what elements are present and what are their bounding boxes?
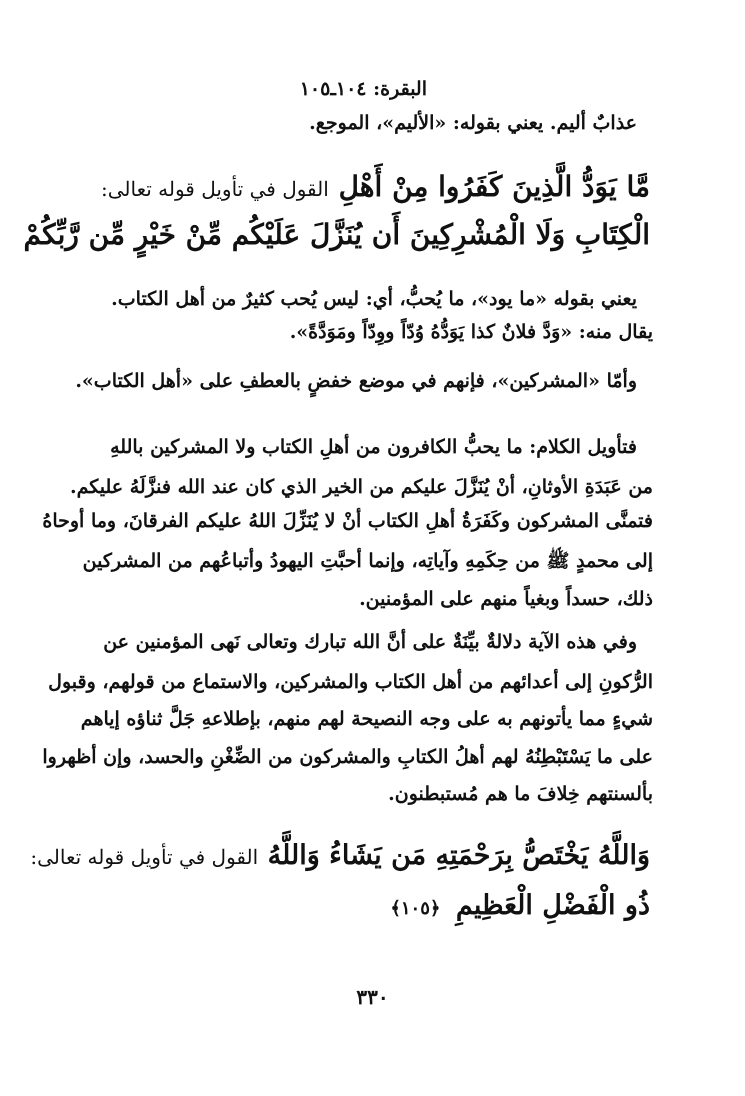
paragraph-3-line-1: فتأويل الكلام: ما يحبُّ الكافرون من أهلِ الكتاب ولا المشركين باللهِ [110,436,637,458]
paragraph-4-line-4: على ما يَسْتَبْطِنُهُ لهم أهلُ الكتابِ والمشركون من الضِّغْنِ والحسد، وإن أظهروا [42,746,653,768]
quran-verse-2-line-2 [390,890,650,921]
paragraph-3-line-4: إلى محمدٍ ﷺ من حِكَمِهِ وآياتِه، وإنما أحبَّتِ اليهودُ وأتباعُهم من المشركين [82,550,653,572]
verse-1-intro: القول في تأويل قوله تعالى: [100,177,329,201]
verse-2-text-1: وَاللَّهُ يَخْتَصُّ بِرَحْمَتِهِ مَن يَشَاءُ وَاللَّهُ [267,840,650,871]
paragraph-1-line-2: يقال منه: «وَدَّ فلانٌ كذا يَوَدُّهُ وُدّاً ووِدّاً ومَوَدَّةً». [289,321,653,343]
ayah-number-marker: ﴿١٠٥﴾ [390,898,441,919]
quran-verse-1-line-2: الْكِتَابِ وَلَا الْمُشْرِكِينَ أَن يُنَزَّلَ عَلَيْكُم مِّنْ خَيْرٍ مِّن رَّبِّكُمْ [23,218,650,251]
quran-verse-1-line-1 [91,170,650,203]
verse-2-text-2: ذُو الْفَضْلِ الْعَظِيمِ [455,890,650,921]
paragraph-3-line-3: فتمنَّى المشركون وكَفَرَةُ أهلِ الكتاب أنْ لا يُنَزِّلَ اللهُ عليكم الفرقانَ، وما أوحاهُ [42,510,653,532]
intro-line: عذابٌ أليم. يعني بقوله: «الأليم»، الموجع. [309,112,637,134]
paragraph-4-line-3: شيءٍ مما يأتونهم به على وجه النصيحة لهم منهم، بإطلاعهِ جَلَّ ثناؤه إياهم [80,708,653,730]
paragraph-1-line-1: يعني بقوله «ما يود»، ما يُحبُّ، أي: ليس يُحب كثيرٌ من أهل الكتاب. [111,288,637,310]
running-header: البقرة: ١٠٤ـ١٠٥ [299,78,427,100]
paragraph-4-line-2: الرُّكونِ إلى أعدائهم من أهل الكتاب والمشركين، والاستماع من قولهم، وقبول [48,671,653,693]
paragraph-4-line-5: بألسنتهم خِلافَ ما هم مُستبطنون. [388,783,653,805]
paragraph-4-line-1: وفي هذه الآية دلالةٌ بيِّنَةٌ على أنَّ الله تبارك وتعالى نَهى المؤمنين عن [103,631,637,653]
verse-2-intro: القول في تأويل قوله تعالى: [30,845,259,869]
paragraph-3-line-2: من عَبَدَةِ الأوثانِ، أنْ يُنَزَّلَ عليكم من الخير الذي كان عند الله فنزَّلَهُ عليكم. [70,476,653,498]
page-number: ٣٣٠ [356,985,389,1009]
paragraph-3-line-5: ذلك، حسداً وبغياً منهم على المؤمنين. [359,588,653,610]
verse-1-text-1: مَّا يَوَدُّ الَّذِينَ كَفَرُوا مِنْ أَهْلِ [338,170,650,203]
paragraph-2-line-1: وأمّا «المشركين»، فإنهم في موضع خفضٍ بالعطفِ على «أهل الكتاب». [75,370,637,392]
quran-verse-2-line-1 [20,840,650,871]
